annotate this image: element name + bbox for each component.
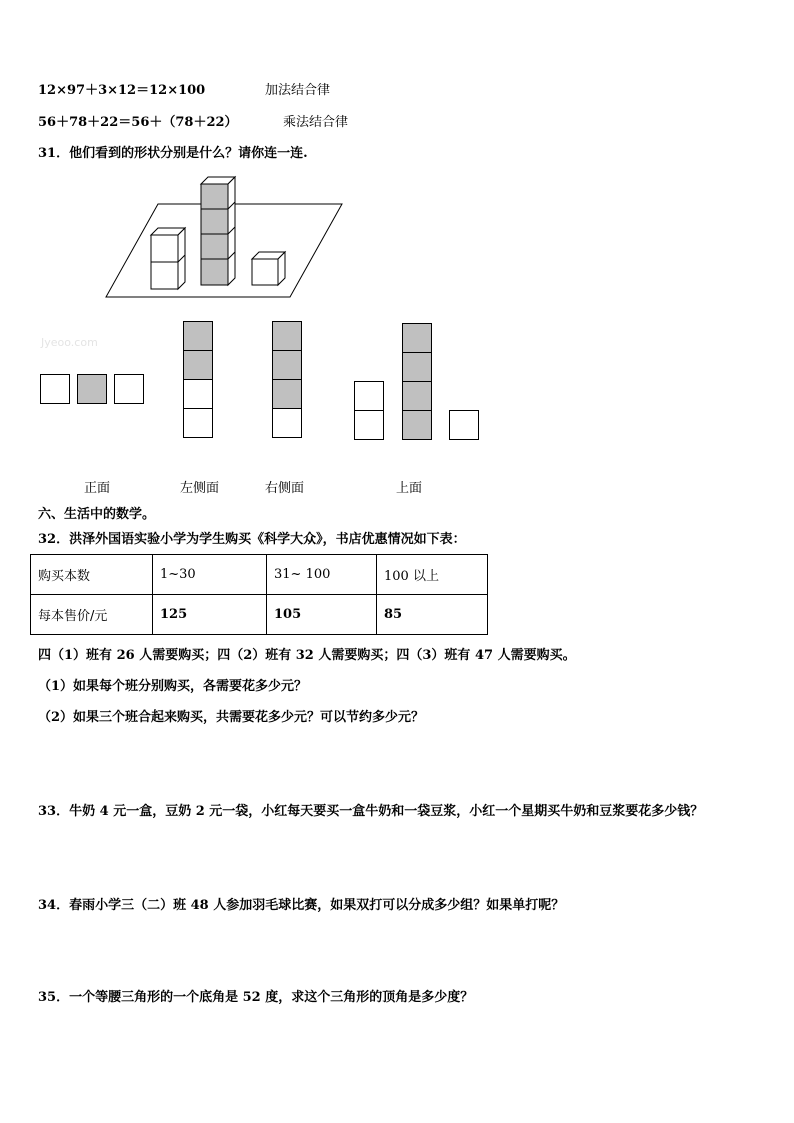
table-cell: 1~30 xyxy=(153,555,267,595)
cube-arrangement-figure xyxy=(100,172,350,302)
law-expression-2: 56＋78＋22＝56＋（78＋22） xyxy=(38,115,238,130)
table-cell: 100 以上 xyxy=(377,555,488,595)
law-expression-1: 12×97＋3×12＝12×100 xyxy=(38,83,206,98)
table-cell: 购买本数 xyxy=(31,555,153,595)
question-35-text: 35．一个等腰三角形的一个底角是 52 度，求这个三角形的顶角是多少度？ xyxy=(38,990,474,1005)
question-31-text: 31．他们看到的形状分别是什么？请你连一连. xyxy=(38,146,308,161)
view-label-front: 正面 xyxy=(84,481,111,496)
question-32-info: 四（1）班有 26 人需要购买；四（2）班有 32 人需要购买；四（3）班有 47 人需要购买。 xyxy=(38,648,576,663)
question-32-sub-2: （2）如果三个班合起来购买，共需要花多少元？可以节约多少元？ xyxy=(38,710,425,725)
table-cell: 85 xyxy=(377,595,488,635)
right-single-cube xyxy=(252,252,285,285)
price-table xyxy=(30,554,488,635)
question-33-text: 33．牛奶 4 元一盒，豆奶 2 元一袋，小红每天要买一盒牛奶和一袋豆浆，小红一个星期买牛奶和豆浆要花多少钱？ xyxy=(38,804,704,819)
view-label-right: 右侧面 xyxy=(265,481,305,496)
table-row xyxy=(31,595,488,635)
left-cube-stack xyxy=(151,228,185,289)
watermark: Jyeoo.com xyxy=(41,336,98,349)
tall-cube-stack xyxy=(201,177,235,285)
table-cell: 125 xyxy=(153,595,267,635)
law-name-2: 乘法结合律 xyxy=(283,115,349,130)
table-cell: 每本售价/元 xyxy=(31,595,153,635)
law-name-1: 加法结合律 xyxy=(265,83,331,98)
view-label-top: 上面 xyxy=(396,481,423,496)
view-label-left: 左侧面 xyxy=(180,481,220,496)
section-6-title: 六、生活中的数学。 xyxy=(38,507,156,522)
table-cell: 105 xyxy=(267,595,377,635)
question-32-sub-1: （1）如果每个班分别购买，各需要花多少元？ xyxy=(38,679,308,694)
table-cell: 31~ 100 xyxy=(267,555,377,595)
question-34-text: 34．春雨小学三（二）班 48 人参加羽毛球比赛，如果双打可以分成多少组？如果单打呢？ xyxy=(38,898,565,913)
question-32-text: 32．洪泽外国语实验小学为学生购买《科学大众》，书店优惠情况如下表： xyxy=(38,532,466,547)
table-row xyxy=(31,555,488,595)
